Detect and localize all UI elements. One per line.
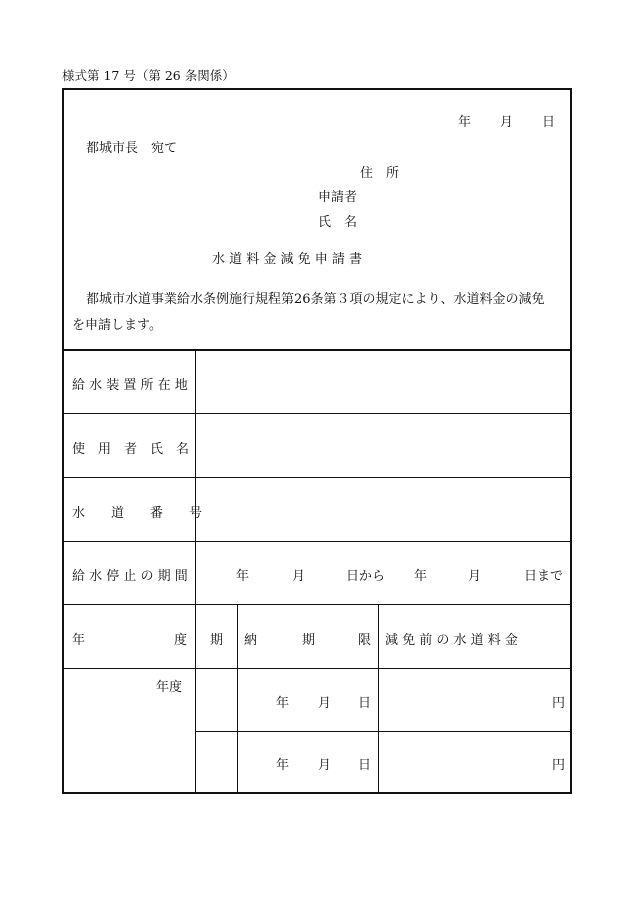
- due-header-3: 限: [358, 633, 372, 648]
- body-text-line-2: を申請します。: [72, 318, 162, 333]
- application-form: [62, 88, 572, 794]
- row2-year: 年: [276, 758, 290, 773]
- user-name-label: 使 用 者 氏 名: [72, 442, 190, 457]
- due-header-2: 期: [302, 633, 316, 648]
- address-label: 住 所: [360, 166, 400, 181]
- name-label: 氏 名: [318, 215, 358, 230]
- fiscal-year-header-2: 度: [174, 633, 188, 648]
- row1-year: 年: [276, 696, 290, 711]
- row1-yen: 円: [552, 696, 566, 711]
- due-header-1: 納: [244, 633, 258, 648]
- date-day-label: 日: [542, 115, 556, 130]
- row-divider: [64, 477, 570, 478]
- period-year-2: 年: [414, 569, 428, 584]
- row2-day: 日: [358, 758, 372, 773]
- row2-month: 月: [318, 758, 332, 773]
- document-title: 水 道 料 金 減 免 申 請 書: [212, 252, 363, 267]
- row-divider: [195, 731, 570, 732]
- date-year-label: 年: [458, 115, 472, 130]
- amount-column-header: 減 免 前 の 水 道 料 金: [385, 633, 518, 648]
- amount-column-divider: [378, 604, 379, 794]
- row-divider: [64, 413, 570, 414]
- water-number-label: 水 道 番 号: [72, 506, 203, 521]
- row1-month: 月: [318, 696, 332, 711]
- period-month-1: 月: [292, 569, 306, 584]
- period-day-until: 日まで: [524, 569, 564, 584]
- location-label: 給 水 装 置 所 在 地: [72, 378, 188, 393]
- fiscal-year-header-1: 年: [72, 633, 86, 648]
- period-year-1: 年: [236, 569, 250, 584]
- row-divider: [64, 541, 570, 542]
- form-number: 様式第 17 号（第 26 条関係）: [62, 68, 235, 83]
- period-column-divider: [237, 604, 238, 794]
- addressee: 都城市長 宛て: [86, 141, 178, 156]
- period-day-from: 日から: [346, 569, 386, 584]
- fiscal-year-suffix: 年度: [156, 680, 183, 695]
- row1-day: 日: [358, 696, 372, 711]
- period-label: 給 水 停 止 の 期 間: [72, 569, 188, 584]
- body-text-line-1: 都城市水道事業給水条例施行規程第26条第３項の規定により、水道料金の減免: [86, 292, 545, 307]
- applicant-label: 申請者: [318, 190, 358, 205]
- period-column-header: 期: [210, 633, 224, 648]
- row2-yen: 円: [552, 758, 566, 773]
- row-divider: [64, 604, 570, 605]
- header-divider: [64, 349, 570, 351]
- date-month-label: 月: [500, 115, 514, 130]
- row-divider: [64, 668, 570, 669]
- period-month-2: 月: [468, 569, 482, 584]
- label-column-divider: [195, 350, 196, 794]
